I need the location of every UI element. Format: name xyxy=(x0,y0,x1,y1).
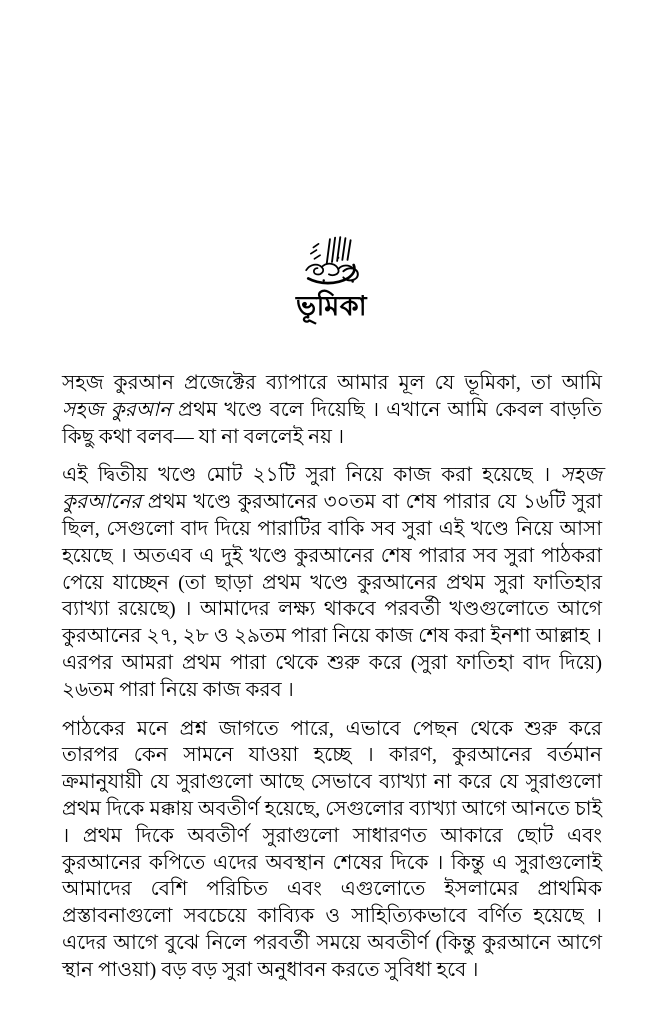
bismillah-calligraphy-icon xyxy=(0,236,663,292)
page-title: ভূমিকা xyxy=(295,291,368,321)
text-segment: সহজ কুরআন প্রজেক্টের ব্যাপারে আমার মূল যে ভূমিকা, তা আমি xyxy=(62,372,602,394)
text-segment: এই দ্বিতীয় খণ্ডে মোট ২১টি সুরা নিয়ে কাজ করা হয়েছে । xyxy=(62,464,561,487)
book-title-italic: সহজ কুরআনের xyxy=(62,464,602,514)
body-text xyxy=(62,370,602,984)
text-segment: প্রথম খণ্ডে কুরআনের ৩০তম বা শেষ পারার যে ১৬টি সুরা ছিল, সেগুলো বাদ দিয়ে পারাটির বাকি সব সুরা এই খণ্ডে নিয়ে আসা হয়েছে । অতএব এ দুই খণ্ডে কুরআনের শেষ পারার সব সুরা পাঠকরা পেয়ে যাচ্ছেন (তা ছাড়া প্রথম খণ্ডে কুরআনের প্রথম সুরা ফাতিহার ব্যাখ্যা রয়েছে) । আমাদের লক্ষ্য থাকবে পরবর্তী খণ্ডগুলোতে আগে কুরআনের ২৭, ২৮ ও ২৯তম পারা নিয়ে কাজ শেষ করা ইনশা আল্লাহ । এরপর আমরা প্রথম পারা থেকে শুরু করে (সুরা ফাতিহা বাদ দিয়ে) ২৬তম পারা নিয়ে কাজ করব । xyxy=(62,491,602,701)
paragraph-1 xyxy=(62,370,602,450)
text-segment: প্রথম খণ্ডে বলে দিয়েছি । এখানে আমি কেবল বাড়তি কিছু কথা বলব— যা না বললেই নয় । xyxy=(62,398,602,448)
book-title-italic: সহজ কুরআন xyxy=(62,398,172,421)
text-segment: পাঠকের মনে প্রশ্ন জাগতে পারে, এভাবে পেছন থেকে শুরু করে তারপর কেন সামনে যাওয়া হচ্ছে । কারণ, কুরআনের বর্তমান ক্রমানুযায়ী যে সুরাগুলো আছে সেভাবে ব্যাখ্যা না করে যে সুরাগুলো প্রথম দিকে মক্কায় অবতীর্ণ হয়েছে, সেগুলোর ব্যাখ্যা আগে আনতে চাই । প্রথম দিকে অবতীর্ণ সুরাগুলো সাধারণত আকারে ছোট এবং কুরআনের কপিতে এদের অবস্থান শেষের দিকে । কিন্তু এ সুরাগুলোই আমাদের বেশি পরিচিত এবং এগুলোতে ইসলামের প্রাথমিক প্রস্তাবনাগুলো সবচেয়ে কাব্যিক ও সাহিত্যিকভাবে বর্ণিত হয়েছে । এদের আগে বুঝে নিলে পরবর্তী সময়ে অবতীর্ণ (কিন্তু কুরআনে আগে স্থান পাওয়া) বড় বড় সুরা অনুধাবন করতে সুবিধা হবে । xyxy=(62,717,602,981)
paragraph-3 xyxy=(62,716,602,984)
paragraph-2 xyxy=(62,462,602,703)
